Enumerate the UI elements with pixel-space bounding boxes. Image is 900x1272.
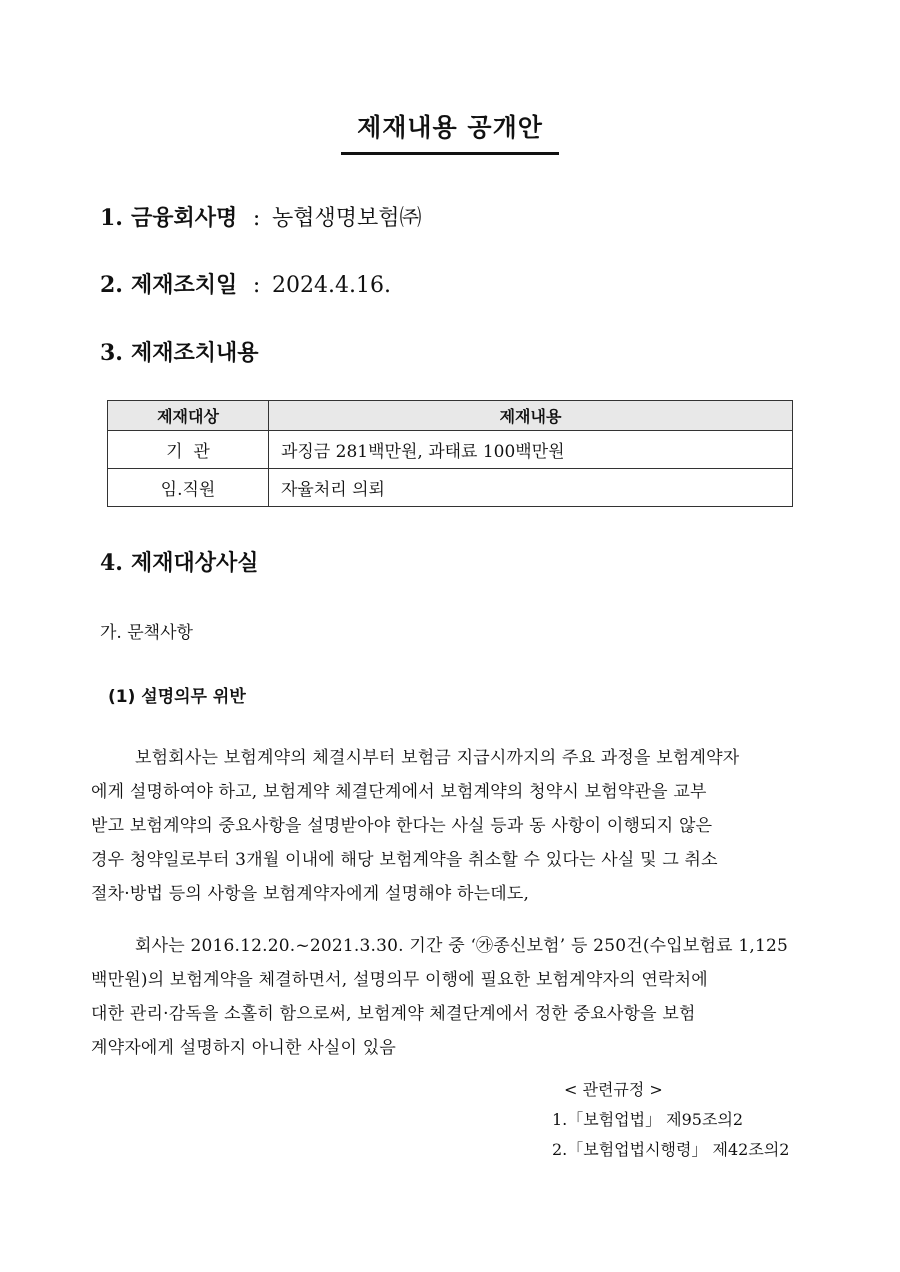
section-label: 금융회사명 xyxy=(130,205,238,231)
section-label: 제재조치일 xyxy=(130,272,238,298)
paragraph-line: 계약자에게 설명하지 아니한 사실이 있음 xyxy=(91,1038,396,1058)
section-label: 제재대상사실 xyxy=(130,550,259,576)
paragraph-2 xyxy=(91,929,811,1065)
title-container xyxy=(0,112,900,155)
section-sanction-facts xyxy=(100,548,258,578)
table-row xyxy=(108,469,793,507)
document-title: 제재내용 공개안 xyxy=(341,112,559,155)
section-number: 3. xyxy=(100,340,123,366)
table-row xyxy=(108,431,793,469)
paragraph-line: 받고 보험계약의 중요사항을 설명받아야 한다는 사실 등과 동 사항이 이행되지 않은 xyxy=(91,816,713,836)
table-header-row xyxy=(108,401,793,431)
related-regulations xyxy=(552,1075,789,1165)
paragraph-line: 백만원)의 보험계약을 체결하면서, 설명의무 이행에 필요한 보험계약자의 연락처에 xyxy=(91,970,708,990)
section-number: 4. xyxy=(100,550,123,576)
table-cell-content: 과징금 281백만원, 과태료 100백만원 xyxy=(269,431,793,469)
table-cell-content: 자율처리 의뢰 xyxy=(269,469,793,507)
paragraph-1 xyxy=(91,741,811,911)
subsection-heading-a: 가. 문책사항 xyxy=(100,623,193,643)
paragraph-line: 보험회사는 보험계약의 체결시부터 보험금 지급시까지의 주요 과정을 보험계약자 xyxy=(135,748,740,768)
company-name-value: 농협생명보험㈜ xyxy=(272,206,422,231)
regulations-header: < 관련규정 > xyxy=(564,1080,663,1099)
regulation-item: 2.「보험업법시행령」 제42조의2 xyxy=(552,1140,790,1159)
section-label: 제재조치내용 xyxy=(130,340,259,366)
paragraph-line: 경우 청약일로부터 3개월 이내에 해당 보험계약을 취소할 수 있다는 사실 및 그 취소 xyxy=(91,850,718,870)
section-number: 2. xyxy=(100,272,123,298)
paragraph-line: 회사는 2016.12.20.~2021.3.30. 기간 중 ‘㉮종신보험’ 등 250건(수입보험료 1,125 xyxy=(135,936,789,956)
section-sanction-date xyxy=(100,270,391,301)
section-separator: : xyxy=(252,273,261,298)
regulation-item: 1.「보험업법」 제95조의2 xyxy=(552,1110,744,1129)
section-separator: : xyxy=(252,206,261,231)
table-header-target: 제재대상 xyxy=(108,401,269,431)
sanction-date-value: 2024.4.16. xyxy=(272,273,391,298)
table-cell-target: 기 관 xyxy=(108,431,269,469)
section-company-name xyxy=(100,203,422,234)
sanction-table xyxy=(107,400,793,507)
section-sanction-content xyxy=(100,338,258,368)
paragraph-line: 대한 관리·감독을 소홀히 함으로써, 보험계약 체결단계에서 정한 중요사항을 보험 xyxy=(91,1004,696,1024)
subsection-heading-1: (1) 설명의무 위반 xyxy=(108,687,246,707)
paragraph-line: 에게 설명하여야 하고, 보험계약 체결단계에서 보험계약의 청약시 보험약관을 교부 xyxy=(91,782,707,802)
table-cell-target: 임.직원 xyxy=(108,469,269,507)
section-number: 1. xyxy=(100,205,123,231)
paragraph-line: 절차·방법 등의 사항을 보험계약자에게 설명해야 하는데도, xyxy=(91,884,530,904)
table-header-content: 제재내용 xyxy=(269,401,793,431)
